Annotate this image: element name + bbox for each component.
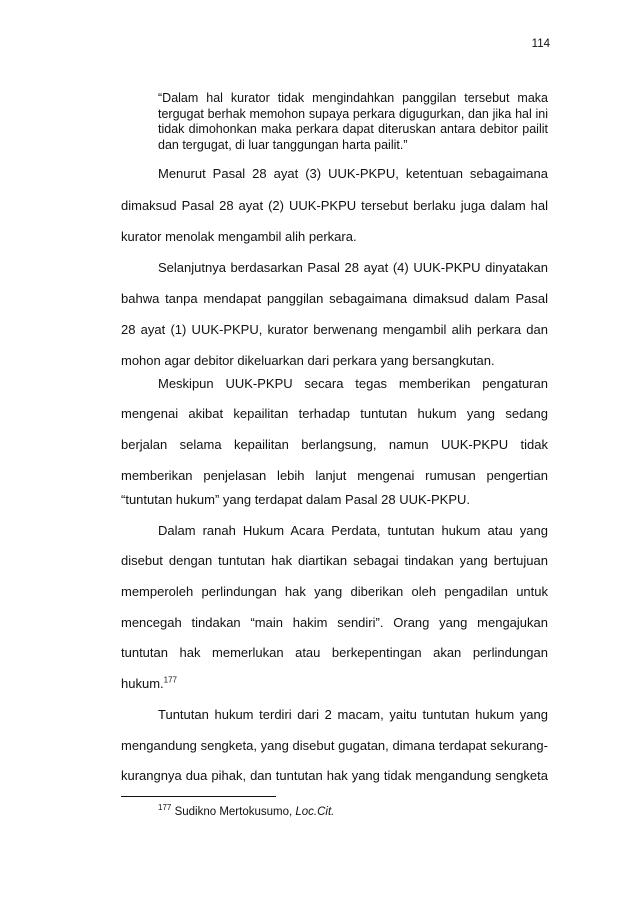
paragraph-line: mengenai akibat kepailitan terhadap tuntutan hukum yang sedang: [121, 406, 548, 421]
paragraph-line: kurator menolak mengambil alih perkara.: [121, 229, 357, 244]
paragraph-text: hukum.: [121, 676, 164, 691]
paragraph-line: Dalam ranah Hukum Acara Perdata, tuntutan hukum atau yang: [158, 523, 548, 538]
paragraph-line: disebut dengan tuntutan hak diartikan sebagai tindakan yang bertujuan: [121, 553, 548, 568]
paragraph-line: tuntutan hak memerlukan atau berkepentingan akan perlindungan: [121, 645, 548, 660]
paragraph-line: mengandung sengketa, yang disebut gugatan, dimana terdapat sekurang-: [121, 738, 548, 753]
paragraph-line: memberikan penjelasan lebih lanjut mengenai rumusan pengertian: [121, 468, 548, 483]
footnote-source: Loc.Cit.: [295, 806, 335, 818]
footnote-author: Sudikno Mertokusumo,: [174, 806, 293, 818]
footnote-number: 177: [158, 803, 172, 813]
paragraph-line: berjalan selama kepailitan berlangsung, namun UUK-PKPU tidak: [121, 437, 548, 452]
paragraph-line: mohon agar debitor dikeluarkan dari perkara yang bersangkutan.: [121, 353, 495, 368]
footnote: [158, 803, 335, 818]
paragraph-line: Meskipun UUK-PKPU secara tegas memberikan pengaturan: [158, 376, 548, 391]
block-quote: “Dalam hal kurator tidak mengindahkan panggilan tersebut maka tergugat berhak memohon supaya perkara digugurkan, dan jika hal ini tidak dimohonkan maka perkara dapat diteruskan antara debitor pailit dan tergugat, di luar tanggungan harta pailit.”: [158, 91, 548, 152]
paragraph-line: memperoleh perlindungan hak yang diberikan oleh pengadilan untuk: [121, 584, 548, 599]
paragraph-line: 28 ayat (1) UUK-PKPU, kurator berwenang mengambil alih perkara dan: [121, 322, 548, 337]
paragraph-line: “tuntutan hukum” yang terdapat dalam Pasal 28 UUK-PKPU.: [121, 492, 471, 507]
paragraph-line: Selanjutnya berdasarkan Pasal 28 ayat (4) UUK-PKPU dinyatakan: [158, 260, 548, 275]
footnote-separator: [121, 796, 276, 797]
footnote-reference[interactable]: 177: [163, 675, 177, 685]
paragraph-line: bahwa tanpa mendapat panggilan sebagaimana dimaksud dalam Pasal: [121, 291, 548, 306]
paragraph-line: mencegah tindakan “main hakim sendiri”. Orang yang mengajukan: [121, 615, 548, 630]
paragraph-line: Tuntutan hukum terdiri dari 2 macam, yaitu tuntutan hukum yang: [158, 707, 548, 722]
paragraph-line: kurangnya dua pihak, dan tuntutan hak yang tidak mengandung sengketa: [121, 768, 548, 783]
paragraph-line: dimaksud Pasal 28 ayat (2) UUK-PKPU tersebut berlaku juga dalam hal: [121, 198, 548, 213]
page-number: 114: [531, 38, 550, 50]
paragraph-line-last: [121, 676, 548, 692]
paragraph-line: Menurut Pasal 28 ayat (3) UUK-PKPU, ketentuan sebagaimana: [158, 166, 548, 181]
